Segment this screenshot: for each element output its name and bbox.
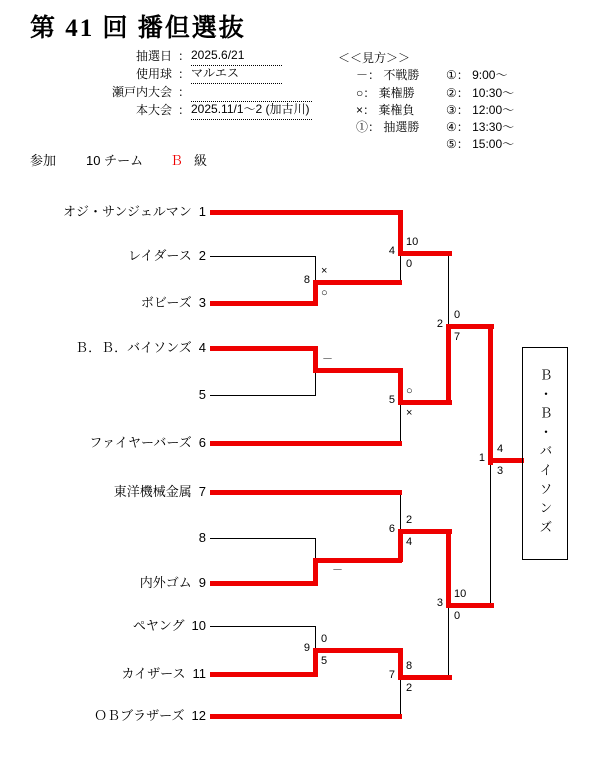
team-seed: 2 xyxy=(198,248,206,263)
game-4-bottom-score: 0 xyxy=(406,258,413,270)
legend-separator: ： xyxy=(456,120,469,134)
legend-item-walkover xyxy=(356,67,419,83)
slot-number: ⑤ xyxy=(446,137,457,151)
line-team-3 xyxy=(210,301,318,306)
team-label-7 xyxy=(20,483,206,500)
winner-line-game4 xyxy=(398,251,452,256)
winner-line-game8 xyxy=(313,280,402,285)
field-separator: ： xyxy=(178,85,191,99)
time-slot-5 xyxy=(446,136,514,152)
game-8-number: 8 xyxy=(303,274,310,286)
game-1-number: 1 xyxy=(478,452,485,464)
field-value-setouchi xyxy=(191,84,312,102)
legend-separator: ： xyxy=(456,137,469,151)
game-2-bottom-score: 7 xyxy=(454,331,461,343)
slot-number: ① xyxy=(446,68,457,82)
line-team-4 xyxy=(210,346,318,351)
legend-separator: ： xyxy=(456,86,469,100)
connector-team-12-up xyxy=(400,679,401,716)
field-label-main-event: 本大会 xyxy=(135,103,172,117)
connector-game6-winner-down xyxy=(446,529,451,608)
legend-item-lottery-win xyxy=(356,119,419,135)
time-slot-1 xyxy=(446,67,507,83)
game-5-number: 5 xyxy=(388,394,395,406)
connector-team-8-down xyxy=(315,538,316,560)
champion-name: Ｂ・Ｂ・バイソンズ xyxy=(537,368,553,539)
game-7-bottom-score: 2 xyxy=(406,682,413,694)
field-separator: ： xyxy=(178,103,191,117)
game-8-top-result: × xyxy=(321,265,328,277)
team-seed: 12 xyxy=(191,708,206,723)
game-2-number: 2 xyxy=(436,318,443,330)
slot-time: 10:30～ xyxy=(472,86,515,100)
winner-line-game3 xyxy=(446,603,494,608)
bye-bottom-symbol: － xyxy=(332,564,343,576)
game-8-bottom-result: ○ xyxy=(321,287,328,299)
winner-line-game6 xyxy=(398,529,452,534)
team-label-5 xyxy=(20,386,206,403)
slot-time: 13:30～ xyxy=(472,120,515,134)
team-label-1 xyxy=(20,203,206,220)
team-label-9 xyxy=(20,574,206,591)
team-name: ボビーズ xyxy=(140,295,192,310)
team-name: 内外ゴム xyxy=(139,575,192,590)
legend-title: ＜＜見方＞＞ xyxy=(338,51,411,65)
legend-separator: ： xyxy=(363,86,376,100)
game-1-bottom-score: 3 xyxy=(497,465,504,477)
game-7-top-score: 8 xyxy=(406,660,413,672)
winner-line-bye-top xyxy=(313,368,402,373)
legend-symbol: ① xyxy=(356,120,369,134)
game-9-bottom-score: 5 xyxy=(321,655,328,667)
connector-team-2-down xyxy=(315,256,316,282)
field-value-draw-date: 2025.6/21 xyxy=(191,48,282,66)
team-name: カイザース xyxy=(121,666,186,681)
time-slot-3 xyxy=(446,102,514,118)
winner-line-game5 xyxy=(398,400,452,405)
line-team-11 xyxy=(210,672,318,677)
team-seed: 10 xyxy=(191,618,206,633)
slot-time: 9:00～ xyxy=(472,68,508,82)
game-5-bottom-result: × xyxy=(406,407,413,419)
team-seed: 7 xyxy=(198,484,206,499)
connector-game7-winner-up xyxy=(448,608,449,677)
line-team-12 xyxy=(210,714,402,719)
game-4-top-score: 10 xyxy=(406,236,419,248)
connector-game2-winner-down xyxy=(488,324,493,465)
field-label-ball: 使用球 xyxy=(135,67,172,81)
champion-box xyxy=(522,347,568,560)
connector-team-10-down xyxy=(315,626,316,650)
game-1-top-score: 4 xyxy=(497,443,504,455)
team-label-8 xyxy=(20,529,206,546)
connector-game3-winner-up xyxy=(490,462,491,605)
team-seed: 4 xyxy=(198,340,206,355)
team-label-10 xyxy=(20,617,206,634)
participation-label: 参加 xyxy=(30,153,57,168)
game-9-top-score: 0 xyxy=(321,633,328,645)
bye-top-symbol: － xyxy=(322,353,333,365)
field-separator: ： xyxy=(178,67,191,81)
team-label-3 xyxy=(20,294,206,311)
connector-team-6-up xyxy=(400,404,401,443)
connector-team-7-down xyxy=(400,492,401,531)
team-label-11 xyxy=(20,665,206,682)
connector-team-1-down xyxy=(398,210,403,255)
legend-item-forfeit-loss xyxy=(356,102,414,118)
line-team-8 xyxy=(210,538,316,539)
participation-count: 10 チーム xyxy=(86,153,144,168)
grade-letter: Ｂ xyxy=(170,153,184,168)
line-team-7 xyxy=(210,490,402,495)
slot-time: 12:00～ xyxy=(472,103,515,117)
team-label-4 xyxy=(20,339,206,356)
game-6-top-score: 2 xyxy=(406,514,413,526)
slot-time: 15:00～ xyxy=(472,137,515,151)
game-7-number: 7 xyxy=(388,669,395,681)
legend-meaning: 棄権負 xyxy=(378,103,415,117)
legend-separator: ： xyxy=(368,120,381,134)
winner-line-game7 xyxy=(398,675,452,680)
time-slot-4 xyxy=(446,119,514,135)
team-label-2 xyxy=(20,247,206,264)
connector-game8-winner-up xyxy=(400,253,401,282)
field-label-setouchi: 瀬戸内大会 xyxy=(111,85,172,99)
team-seed: 6 xyxy=(198,435,206,450)
line-team-9 xyxy=(210,581,318,586)
team-name: Ｂ．Ｂ．バイソンズ xyxy=(75,340,192,355)
legend-symbol: ○ xyxy=(356,86,364,100)
legend-item-forfeit-win xyxy=(356,85,415,101)
legend-separator: ： xyxy=(456,103,469,117)
legend-separator: ： xyxy=(456,68,469,82)
line-team-2 xyxy=(210,256,316,257)
team-seed: 8 xyxy=(198,530,206,545)
field-label-draw-date: 抽選日 xyxy=(135,49,172,63)
game-6-bottom-score: 4 xyxy=(406,536,413,548)
team-seed: 3 xyxy=(198,295,206,310)
page-title: 第 41 回 播但選抜 xyxy=(30,15,246,42)
grade-suffix: 級 xyxy=(194,153,208,168)
team-seed: 9 xyxy=(198,575,206,590)
team-name: 東洋機械金属 xyxy=(113,484,192,499)
slot-number: ④ xyxy=(446,120,457,134)
legend-meaning: 抽選勝 xyxy=(383,120,420,134)
connector-game5-winner-up xyxy=(446,324,451,405)
game-6-number: 6 xyxy=(388,523,395,535)
legend-meaning: 棄権勝 xyxy=(378,86,415,100)
team-label-12 xyxy=(20,707,206,724)
slot-number: ③ xyxy=(446,103,457,117)
connector-bye-winner-down xyxy=(398,368,403,404)
winner-line-game2 xyxy=(446,324,494,329)
winner-line-final xyxy=(488,458,524,463)
game-4-number: 4 xyxy=(388,245,395,257)
line-team-10 xyxy=(210,626,316,627)
field-value-main-event: 2025.11/1～2 (加古川) xyxy=(191,102,312,120)
time-slot-2 xyxy=(446,85,514,101)
line-team-5 xyxy=(210,395,316,396)
legend-separator: ： xyxy=(363,103,376,117)
team-label-6 xyxy=(20,434,206,451)
game-5-top-result: ○ xyxy=(406,385,413,397)
legend-meaning: 不戦勝 xyxy=(383,68,420,82)
team-name: オジ・サンジェルマン xyxy=(63,204,192,219)
field-value-ball: マルエス xyxy=(191,66,282,84)
line-team-6 xyxy=(210,441,402,446)
winner-line-bye-bottom xyxy=(313,558,402,563)
legend-symbol: × xyxy=(356,103,364,117)
line-team-1 xyxy=(210,210,402,215)
connector-team-5-up xyxy=(315,373,316,395)
game-2-top-score: 0 xyxy=(454,309,461,321)
field-separator: ： xyxy=(178,49,191,63)
game-9-number: 9 xyxy=(303,642,310,654)
team-name: ペヤング xyxy=(132,618,185,633)
team-name: レイダース xyxy=(128,248,192,263)
legend-separator: ： xyxy=(368,68,381,82)
game-3-bottom-score: 0 xyxy=(454,610,461,622)
game-3-top-score: 10 xyxy=(454,588,467,600)
game-3-number: 3 xyxy=(436,597,443,609)
team-name: ＯＢブラザーズ xyxy=(94,708,185,723)
team-seed: 1 xyxy=(198,204,206,219)
team-name: ファイヤーバーズ xyxy=(89,435,192,450)
connector-game4-winner-down xyxy=(448,253,449,326)
team-seed: 11 xyxy=(192,666,206,681)
legend-symbol: － xyxy=(356,68,369,82)
slot-number: ② xyxy=(446,86,457,100)
team-seed: 5 xyxy=(198,387,206,402)
winner-line-game9 xyxy=(313,648,402,653)
